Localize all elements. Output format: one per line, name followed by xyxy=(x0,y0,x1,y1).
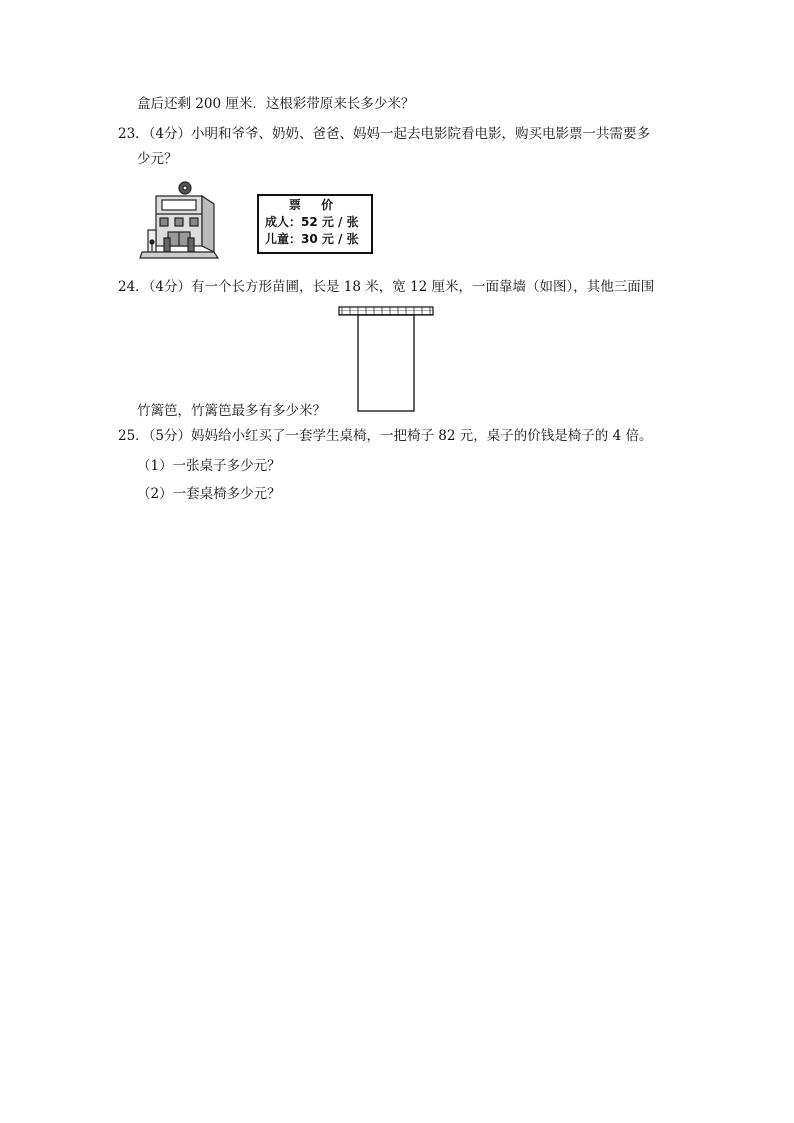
garden-rectangle xyxy=(358,315,414,411)
question-23-cont: 少元？ xyxy=(137,151,178,167)
question-23: 23．（4分）小明和爷爷、奶奶、爸爸、妈妈一起去电影院看电影，购买电影票一共需要多 xyxy=(118,126,651,142)
ticket-price-board xyxy=(257,194,373,254)
wall xyxy=(339,307,433,315)
cinema-illustration xyxy=(138,180,220,260)
question-25: 25．（5分）妈妈给小红买了一套学生桌椅，一把椅子 82 元，桌子的价钱是椅子的 4 倍。 xyxy=(118,428,653,444)
question-24-cont: 竹篱笆，竹篱笆最多有多少米？ xyxy=(137,403,326,419)
garden-wall-diagram xyxy=(338,306,434,414)
question-25-part-2: （2）一套桌椅多少元？ xyxy=(137,486,281,502)
ticket-title: 票 价 xyxy=(288,198,342,212)
question-24: 24．（4分）有一个长方形苗圃，长是 18 米，宽 12 厘米，一面靠墙（如图），其他三面围 xyxy=(118,279,655,295)
question-25-part-1: （1）一张桌子多少元？ xyxy=(137,458,281,474)
child-price: 儿童：30 元 / 张 xyxy=(265,232,359,246)
adult-price: 成人：52 元 / 张 xyxy=(265,215,359,229)
text-line: 盒后还剩 200 厘米．这根彩带原来长多少米？ xyxy=(137,96,415,112)
